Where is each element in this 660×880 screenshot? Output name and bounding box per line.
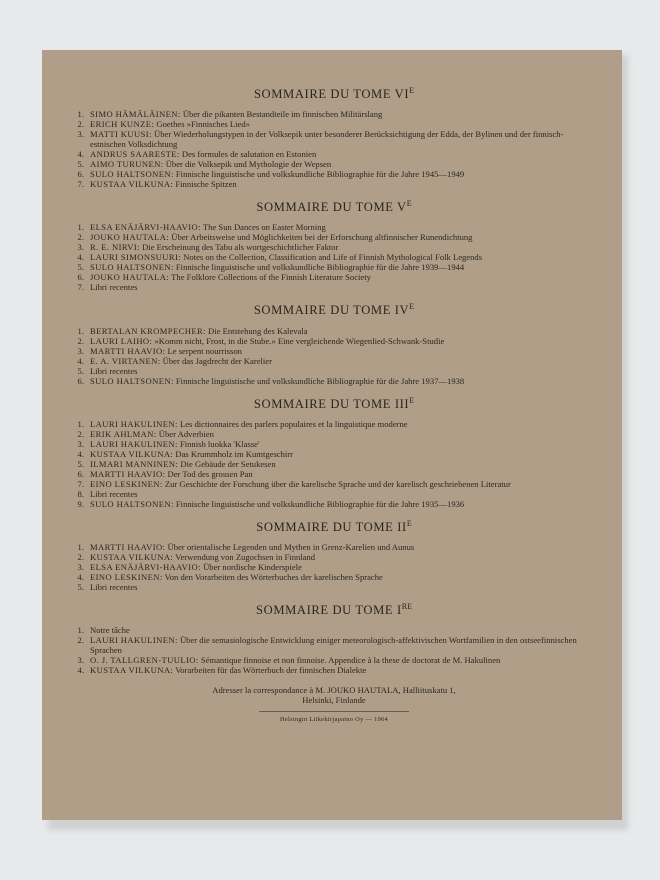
entry-title: Über Wiederholungstypen in der Volksepik unter besonderer Berücksichtigung der Edda, der Bylinen und der finnisch-estnischen Volksdichtung	[90, 129, 564, 150]
entry-title: Über nordische Kinderspiele	[200, 561, 302, 572]
contents-entry	[70, 542, 598, 552]
entry-title: Über Adverbien	[156, 428, 214, 439]
entry-title: The Sun Dances on Easter Morning	[200, 222, 326, 233]
contents-entry	[70, 489, 598, 499]
contents-entry	[70, 572, 598, 582]
contents-entry	[70, 419, 598, 429]
contents-entry	[70, 262, 598, 272]
contents-entry	[70, 429, 598, 439]
tome-contents-list	[70, 222, 598, 292]
entry-author: KUSTAA VILKUNA:	[90, 448, 174, 459]
entry-title: Zur Geschichte der Forschung über die karelische Sprache und der karelisch geschriebenen Literatur	[162, 478, 511, 489]
entry-title: Die Erscheinung des Tabu als wortgeschichtlicher Faktor	[139, 242, 339, 253]
contents-entry	[70, 625, 598, 635]
contents-entry	[70, 119, 598, 129]
tome-section	[70, 602, 598, 675]
entry-author: ERICH KUNZE:	[90, 119, 155, 130]
contents-entry	[70, 252, 598, 262]
entry-number: 1.	[77, 625, 84, 636]
entry-number: 4.	[77, 665, 84, 676]
entry-title: Notes on the Collection, Classification and Life of Finnish Mythological Folk Legends	[181, 252, 483, 263]
contents-entry	[70, 356, 598, 366]
entry-title: The Folklore Collections of the Finnish Literature Society	[169, 272, 371, 283]
entry-author: KUSTAA VILKUNA:	[90, 179, 174, 190]
entry-author: LAURI LAIHO:	[90, 335, 153, 346]
entry-title: Des formules de salutation en Estonien	[179, 149, 317, 160]
tome-contents-list	[70, 625, 598, 675]
entry-author: SULO HALTSONEN:	[90, 262, 174, 273]
tome-section	[70, 396, 598, 509]
entry-author: LAURI SIMONSUURI:	[90, 252, 182, 263]
contents-entry	[70, 582, 598, 592]
contents-entry	[70, 179, 598, 189]
entry-title: Goethes »Finnisches Lied»	[154, 119, 250, 130]
entry-author: LAURI HAKULINEN:	[90, 438, 178, 449]
tome-heading	[70, 302, 598, 318]
entry-title: Der Tod des grossen Pan	[165, 468, 253, 479]
entry-title: Les dictionnaires des parlers populaires et la linguistique moderne	[177, 418, 408, 429]
tome-heading	[70, 86, 598, 102]
entry-author: MARTTI HAAVIO:	[90, 345, 166, 356]
entry-author: SULO HALTSONEN:	[90, 498, 174, 509]
tome-title-superscript: E	[409, 86, 415, 95]
tome-title-text: SOMMAIRE DU TOME I	[256, 603, 402, 618]
contents-entry	[70, 449, 598, 459]
entry-number: 3.	[77, 438, 84, 449]
contents-entry	[70, 222, 598, 232]
entry-title: Libri recentes	[90, 282, 138, 293]
entry-author: MARTTI HAAVIO:	[90, 468, 166, 479]
entry-author: SIMO HÄMÄLÄINEN:	[90, 109, 181, 120]
entry-number: 2.	[77, 335, 84, 346]
entry-title: Von den Vorarbeiten des Wörterbuches der karelischen Sprache	[162, 571, 383, 582]
contents-entry	[70, 336, 598, 346]
contents-entry	[70, 655, 598, 665]
entry-author: ELSA ENÄJÄRVI-HAAVIO:	[90, 222, 201, 233]
address-line-1: Adresser la correspondance à M. JOUKO HAUTALA, Halliituskatu 1,	[212, 685, 456, 696]
contents-entry	[70, 499, 598, 509]
contents-entry	[70, 562, 598, 572]
entry-number: 6.	[77, 468, 84, 479]
entry-number: 5.	[77, 458, 84, 469]
tome-section	[70, 199, 598, 292]
entry-number: 2.	[77, 551, 84, 562]
entry-author: R. E. NIRVI:	[90, 242, 140, 253]
contents-entry	[70, 469, 598, 479]
correspondence-address	[70, 685, 598, 705]
entry-number: 5.	[77, 581, 84, 592]
entry-title: Über orientalische Legenden und Mythen in Grenz-Karelien und Aunus	[165, 541, 415, 552]
entry-number: 4.	[77, 149, 84, 160]
tome-contents-list	[70, 542, 598, 592]
entry-title: Finnische linguistische und volkskundliche Bibliographie für die Jahre 1939—1944	[173, 262, 465, 273]
tome-section	[70, 519, 598, 592]
entry-title: Über das Jagdrecht der Karelier	[160, 355, 272, 366]
entry-title: Über die pikanten Bestandteile im finnischen Militärslang	[180, 109, 383, 120]
contents-entry	[70, 346, 598, 356]
entry-author: E. A. VIRTANEN:	[90, 355, 161, 366]
entry-number: 9.	[77, 498, 84, 509]
contents-entry	[70, 366, 598, 376]
tome-title-superscript: RE	[401, 601, 412, 611]
book-back-cover	[42, 50, 622, 820]
tome-heading	[70, 519, 598, 535]
tome-heading	[70, 602, 598, 618]
entry-author: ELSA ENÄJÄRVI-HAAVIO:	[90, 561, 201, 572]
contents-entry	[70, 129, 598, 149]
entry-number: 5.	[77, 365, 84, 376]
entry-title: Über die semasiologische Entwicklung einiger meteorologisch-affektivischen Wortfamilien in den ostseefinnischen Sprachen	[90, 635, 577, 656]
contents-entry	[70, 109, 598, 119]
entry-author: ANDRUS SAARESTE:	[90, 149, 180, 160]
entry-number: 5.	[77, 262, 84, 273]
contents-entry	[70, 169, 598, 179]
contents-entry	[70, 552, 598, 562]
entry-title: Vorarbeiten für das Wörterbuch der finnischen Dialekte	[173, 665, 367, 676]
tome-title-superscript: E	[409, 395, 415, 405]
entry-number: 3.	[77, 561, 84, 572]
entry-number: 8.	[77, 488, 84, 499]
contents-entry	[70, 635, 598, 655]
contents-entry	[70, 326, 598, 336]
entry-number: 2.	[77, 119, 84, 130]
entry-title: Die Gebäude der Setukesen	[178, 458, 276, 469]
contents-entry	[70, 459, 598, 469]
entry-title: Über die Volksepik und Mythologie der Wepsen	[163, 159, 332, 170]
tome-title-text: SOMMAIRE DU TOME III	[253, 396, 410, 411]
entry-author: LAURI HAKULINEN:	[90, 635, 178, 646]
entry-title: Die Entstehung des Kalevala	[205, 325, 308, 336]
tome-title-text: SOMMAIRE DU TOME VI	[253, 87, 410, 102]
entry-title: Über Arbeitsweise und Möglichkeiten bei der Erforschung altfinnischer Runendichtung	[169, 232, 473, 243]
entry-number: 6.	[77, 272, 84, 283]
contents-entry	[70, 376, 598, 386]
entry-title: Finnische Spitzen	[173, 179, 237, 190]
entry-author: SULO HALTSONEN:	[90, 169, 174, 180]
entry-author: MATTI KUUSI:	[90, 129, 152, 140]
tome-title-text: SOMMAIRE DU TOME V	[256, 200, 407, 215]
contents-entry	[70, 665, 598, 675]
entry-number: 1.	[77, 222, 84, 233]
contents-entry	[70, 439, 598, 449]
entry-title: Finnische linguistische und volkskundliche Bibliographie für die Jahre 1937—1938	[173, 375, 465, 386]
entry-number: 3.	[77, 345, 84, 356]
entry-title: Verwendung von Zugochsen in Finnland	[173, 551, 316, 562]
contents-entry	[70, 149, 598, 159]
address-line-2: Helsinki, Finlande	[302, 695, 366, 706]
tome-contents-list	[70, 326, 598, 386]
entry-author: O. J. TALLGREN-TUULIO:	[90, 655, 199, 666]
contents-entry	[70, 242, 598, 252]
entry-title: Finnish luokka 'Klasse'	[177, 438, 260, 449]
contents-entry	[70, 479, 598, 489]
entry-title: Libri recentes	[90, 581, 138, 592]
entry-author: JOUKO HAUTALA:	[90, 272, 170, 283]
contents-entry	[70, 159, 598, 169]
entry-author: EINO LESKINEN:	[90, 478, 163, 489]
entry-number: 7.	[77, 478, 84, 489]
printer-imprint: Helsingin Liikekirjapaino Oy — 1964	[279, 716, 389, 724]
entry-number: 1.	[77, 418, 84, 429]
entry-author: MARTTI HAAVIO:	[90, 541, 166, 552]
entry-number: 4.	[77, 448, 84, 459]
tome-heading	[70, 396, 598, 412]
entry-title: Finnische linguistische und volkskundliche Bibliographie für die Jahre 1945—1949	[173, 169, 465, 180]
tome-contents-list	[70, 419, 598, 509]
tome-title-superscript: E	[406, 199, 412, 209]
entry-number: 3.	[77, 242, 84, 253]
divider-rule	[259, 711, 409, 712]
entry-author: JOUKO HAUTALA:	[90, 232, 170, 243]
entry-author: BERTALAN KROMPECHER:	[90, 325, 206, 336]
tome-list	[70, 86, 598, 675]
tome-title-text: SOMMAIRE DU TOME IV	[253, 303, 410, 318]
contents-entry	[70, 232, 598, 242]
entry-author: ILMARI MANNINEN:	[90, 458, 179, 469]
tome-title-superscript: E	[409, 302, 415, 312]
entry-title: Sémantique finnoise et non finnoise. Appendice à la these de doctorat de M. Hakulinen	[198, 655, 501, 666]
entry-number: 7.	[77, 179, 84, 190]
tome-title-superscript: E	[406, 518, 412, 528]
tome-contents-list	[70, 109, 598, 189]
entry-number: 2.	[77, 232, 84, 243]
entry-number: 4.	[77, 252, 84, 263]
entry-title: Finnische linguistische und volkskundliche Bibliographie für die Jahre 1935—1936	[173, 498, 465, 509]
entry-title: »Komm nicht, Frost, in die Stube.» Eine vergleichende Wiegenlied-Schwank-Studie	[152, 335, 445, 346]
entry-number: 7.	[77, 282, 84, 293]
entry-author: SULO HALTSONEN:	[90, 375, 174, 386]
entry-author: KUSTAA VILKUNA:	[90, 551, 174, 562]
entry-number: 1.	[77, 541, 84, 552]
entry-number: 3.	[77, 129, 84, 140]
entry-author: EINO LESKINEN:	[90, 571, 163, 582]
entry-number: 1.	[77, 109, 84, 120]
tome-title-text: SOMMAIRE DU TOME II	[256, 519, 407, 534]
entry-title: Notre tâche	[90, 625, 130, 636]
entry-author: ERIK AHLMAN:	[90, 428, 157, 439]
tome-section	[70, 302, 598, 385]
tome-section	[70, 86, 598, 189]
entry-author: AIMO TURUNEN:	[90, 159, 164, 170]
tome-heading	[70, 199, 598, 215]
entry-author: KUSTAA VILKUNA:	[90, 665, 174, 676]
entry-number: 5.	[77, 159, 84, 170]
entry-title: Libri recentes	[90, 488, 138, 499]
entry-title: Libri recentes	[90, 365, 138, 376]
entry-number: 6.	[77, 375, 84, 386]
entry-number: 6.	[77, 169, 84, 180]
entry-title: Das Krummholz im Kumtgeschirr	[173, 448, 294, 459]
contents-entry	[70, 272, 598, 282]
entry-number: 2.	[77, 635, 84, 646]
entry-number: 3.	[77, 655, 84, 666]
entry-author: LAURI HAKULINEN:	[90, 418, 178, 429]
entry-number: 1.	[77, 325, 84, 336]
entry-number: 2.	[77, 428, 84, 439]
entry-number: 4.	[77, 571, 84, 582]
contents-entry	[70, 282, 598, 292]
entry-title: Le serpent nourrisson	[165, 345, 242, 356]
entry-number: 4.	[77, 355, 84, 366]
